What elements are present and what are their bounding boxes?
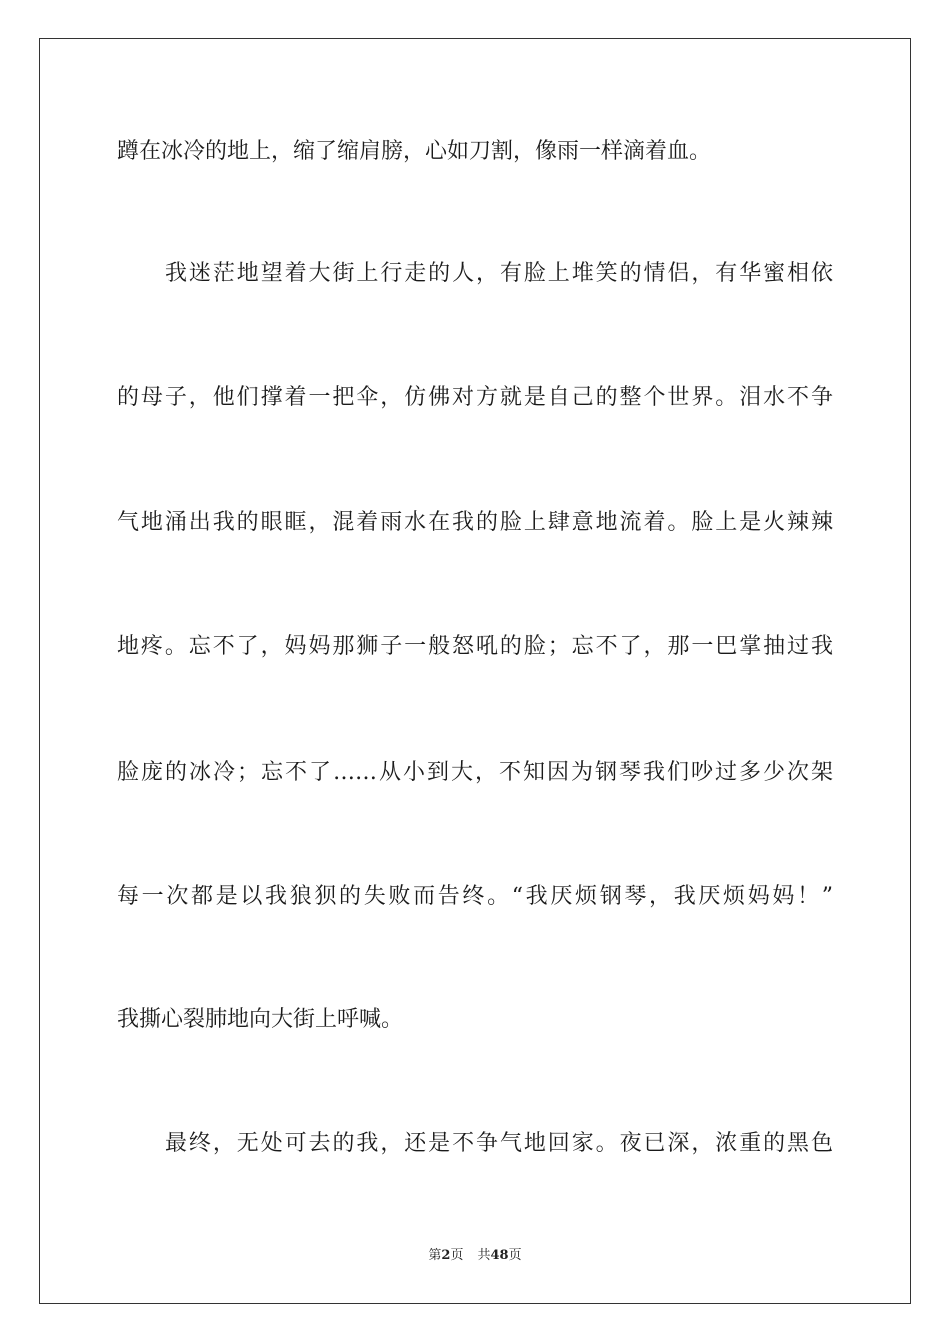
text-line: 我撕心裂肺地向大街上呼喊。 [117,1007,404,1032]
text-line: 我迷茫地望着大街上行走的人，有脸上堆笑的情侣，有华蜜相依 [165,261,833,286]
page-suffix: 页 [450,1248,464,1263]
text-line: 每一次都是以我狼狈的失败而告终。“我厌烦钢琴，我厌烦妈妈！” [117,884,833,909]
text-line: 地疼。忘不了，妈妈那狮子一般怒吼的脸；忘不了，那一巴掌抽过我 [117,634,833,659]
total-pages: 48 [490,1248,509,1263]
page-number: 2 [441,1248,451,1263]
page-footer [0,1247,950,1265]
page-prefix: 第 [428,1248,442,1263]
text-line: 最终，无处可去的我，还是不争气地回家。夜已深，浓重的黑色 [165,1131,833,1156]
total-suffix: 页 [508,1248,522,1263]
total-prefix: 共 [477,1248,491,1263]
text-line: 的母子，他们撑着一把伞，仿佛对方就是自己的整个世界。泪水不争 [117,385,833,410]
page-border [39,38,911,1304]
text-line: 气地涌出我的眼眶，混着雨水在我的脸上肆意地流着。脸上是火辣辣 [117,510,833,535]
text-line: 蹲在冰冷的地上，缩了缩肩膀，心如刀割，像雨一样滴着血。 [117,139,712,164]
text-line: 脸庞的冰冷；忘不了……从小到大，不知因为钢琴我们吵过多少次架 [117,760,833,785]
